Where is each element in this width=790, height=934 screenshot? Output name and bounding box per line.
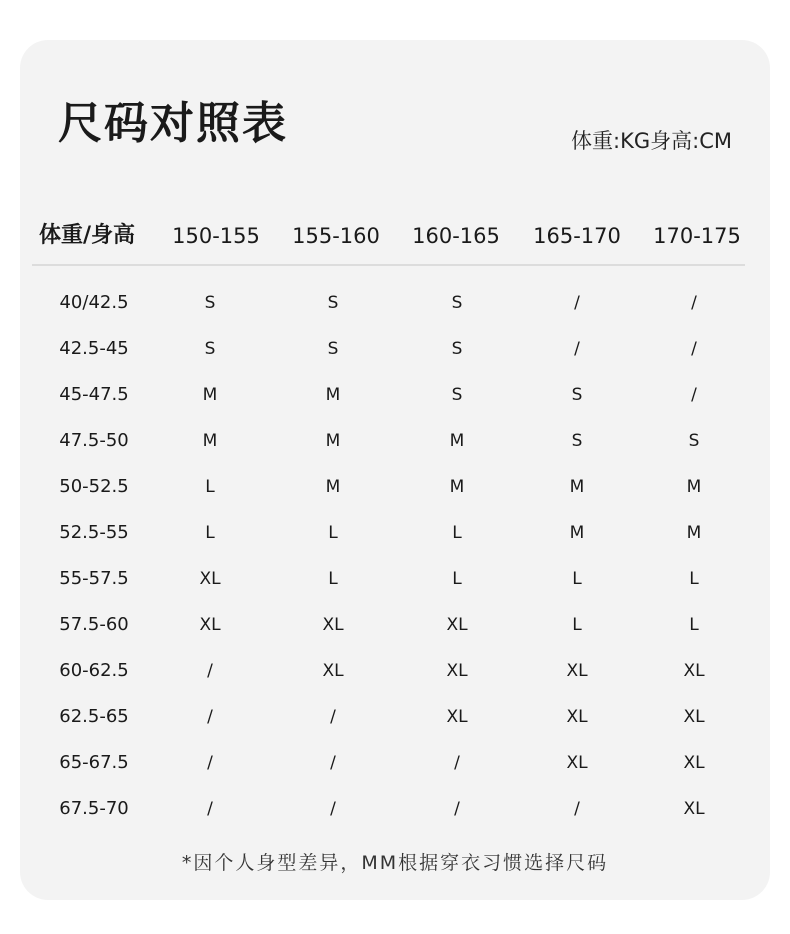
table-row	[32, 740, 745, 786]
weight-range-cell: 55-57.5	[59, 568, 129, 589]
size-cell: /	[330, 799, 336, 819]
size-cell: XL	[199, 615, 221, 635]
size-cell: M	[202, 385, 218, 405]
size-cell: M	[686, 523, 702, 543]
size-cell: /	[574, 339, 580, 359]
size-cell: /	[691, 339, 697, 359]
size-cell: S	[571, 431, 583, 451]
weight-range-cell: 60-62.5	[59, 660, 129, 681]
size-cell: M	[569, 477, 585, 497]
size-cell: /	[454, 753, 460, 773]
size-cell: S	[451, 293, 463, 313]
page-title: 尺码对照表	[58, 98, 288, 149]
size-cell: M	[202, 431, 218, 451]
size-cell: M	[325, 431, 341, 451]
size-cell: S	[204, 339, 216, 359]
size-cell: L	[328, 569, 338, 589]
height-column-header: 150-155	[172, 224, 260, 248]
size-cell: L	[689, 615, 699, 635]
size-cell: M	[569, 523, 585, 543]
size-cell: L	[572, 569, 582, 589]
size-cell: XL	[446, 707, 468, 727]
table-row	[32, 280, 745, 326]
size-cell: XL	[566, 753, 588, 773]
size-cell: /	[207, 799, 213, 819]
table-row	[32, 418, 745, 464]
size-cell: L	[205, 477, 215, 497]
weight-range-cell: 47.5-50	[59, 430, 129, 451]
weight-range-cell: 50-52.5	[59, 476, 129, 497]
size-cell: /	[207, 753, 213, 773]
size-cell: /	[574, 293, 580, 313]
table-header-row	[32, 216, 745, 256]
size-cell: XL	[322, 661, 344, 681]
size-cell: XL	[322, 615, 344, 635]
size-cell: S	[451, 339, 463, 359]
weight-range-cell: 45-47.5	[59, 384, 129, 405]
size-cell: /	[330, 707, 336, 727]
height-column-header: 160-165	[412, 224, 500, 248]
weight-range-cell: 67.5-70	[59, 798, 129, 819]
footnote: *因个人身型差异，MM根据穿衣习惯选择尺码	[181, 852, 609, 874]
table-row	[32, 556, 745, 602]
size-cell: M	[325, 385, 341, 405]
table-row	[32, 648, 745, 694]
table-row	[32, 464, 745, 510]
size-cell: S	[327, 339, 339, 359]
size-cell: S	[204, 293, 216, 313]
size-table-body	[32, 280, 745, 832]
size-cell: XL	[199, 569, 221, 589]
table-row	[32, 694, 745, 740]
height-column-header: 170-175	[653, 224, 741, 248]
unit-note: 体重:KG身高:CM	[571, 129, 732, 153]
size-cell: /	[454, 799, 460, 819]
size-cell: XL	[566, 707, 588, 727]
size-cell: XL	[683, 707, 705, 727]
size-cell: S	[451, 385, 463, 405]
size-cell: M	[449, 431, 465, 451]
size-cell: /	[207, 661, 213, 681]
size-cell: L	[452, 523, 462, 543]
weight-range-cell: 65-67.5	[59, 752, 129, 773]
size-cell: S	[571, 385, 583, 405]
size-chart-card	[20, 40, 770, 900]
size-cell: /	[691, 385, 697, 405]
size-cell: XL	[566, 661, 588, 681]
table-row	[32, 326, 745, 372]
height-column-header: 165-170	[533, 224, 621, 248]
size-cell: XL	[683, 661, 705, 681]
size-cell: XL	[446, 615, 468, 635]
size-cell: /	[330, 753, 336, 773]
size-cell: S	[688, 431, 700, 451]
weight-range-cell: 40/42.5	[59, 292, 129, 313]
table-row	[32, 602, 745, 648]
size-cell: XL	[683, 753, 705, 773]
size-cell: L	[328, 523, 338, 543]
weight-range-cell: 62.5-65	[59, 706, 129, 727]
size-cell: S	[327, 293, 339, 313]
weight-range-cell: 42.5-45	[59, 338, 129, 359]
size-cell: XL	[683, 799, 705, 819]
size-cell: /	[574, 799, 580, 819]
weight-range-cell: 57.5-60	[59, 614, 129, 635]
size-cell: L	[572, 615, 582, 635]
corner-header-label: 体重/身高	[38, 223, 136, 248]
table-row	[32, 510, 745, 556]
size-cell: /	[207, 707, 213, 727]
size-cell: M	[325, 477, 341, 497]
table-row	[32, 372, 745, 418]
size-cell: XL	[446, 661, 468, 681]
size-cell: M	[686, 477, 702, 497]
size-cell: L	[689, 569, 699, 589]
header-divider	[32, 264, 745, 266]
size-cell: L	[452, 569, 462, 589]
weight-range-cell: 52.5-55	[59, 522, 129, 543]
size-cell: L	[205, 523, 215, 543]
size-cell: M	[449, 477, 465, 497]
height-column-header: 155-160	[292, 224, 380, 248]
size-cell: /	[691, 293, 697, 313]
table-row	[32, 786, 745, 832]
